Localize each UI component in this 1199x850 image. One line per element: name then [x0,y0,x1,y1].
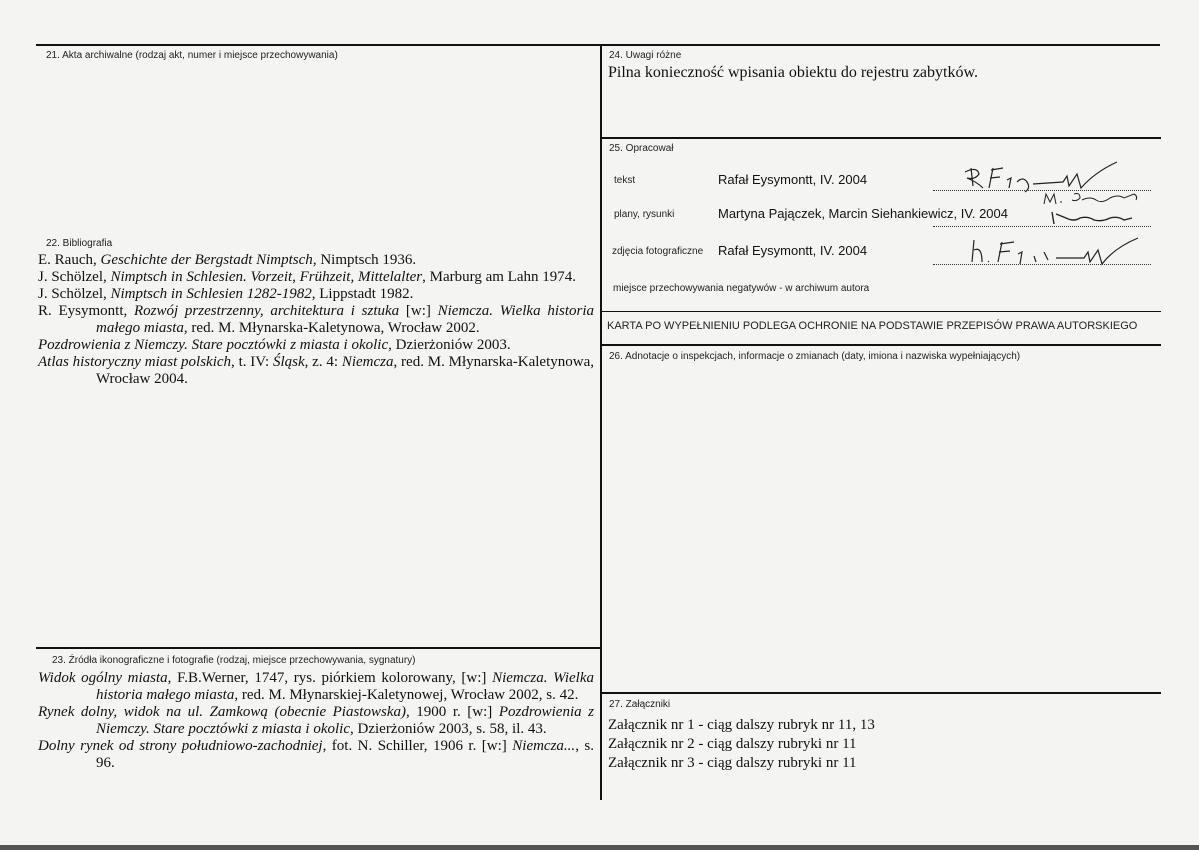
bibliography-entry: R. Eysymontt, Rozwój przestrzenny, architektura i sztuka [w:] Niemcza. Wielka historia małego miasta, red. M. Młynarska-Kaletynowa, Wrocław 2002. [38,303,594,336]
iconography-entry: Rynek dolny, widok na ul. Zamkową (obecnie Piastowska), 1900 r. [w:] Pozdrowienia z Niemczy. Stare pocztówki z miasta i okolic, Dzierżoniów 2003, s. 58, il. 43. [38,704,594,737]
bibliography-list [38,252,594,388]
section-21-label: 21. Akta archiwalne (rodzaj akt, numer i miejsce przechowywania) [46,50,338,61]
row-label-photos: zdjęcia fotograficzne [612,246,704,257]
section-22-label: 22. Bibliografia [46,238,113,249]
copyright-notice: KARTA PO WYPEŁNIENIU PODLEGA OCHRONIE NA PODSTAWIE PRZEPISÓW PRAWA AUTORSKIEGO [607,320,1138,332]
row-label-plans: plany, rysunki [614,209,675,220]
row-value-photos: Rafał Eysymontt, IV. 2004 [718,243,868,258]
row-value-plans: Martyna Pajączek, Marcin Siehankiewicz, IV. 2004 [718,206,1008,221]
bibliography-entry: Atlas historyczny miast polskich, t. IV: Śląsk, z. 4: Niemcza, red. M. Młynarska-Kaletynowa, Wrocław 2004. [38,354,594,387]
section-23-label: 23. Źródła ikonograficzne i fotografie (rodzaj, miejsce przechowywania, sygnatury) [52,655,416,666]
rule-above-copyright [601,311,1161,312]
row-label-text: tekst [614,175,636,186]
signature-2 [1040,190,1160,228]
scan-edge [0,845,1199,850]
bibliography-entry: J. Schölzel, Nimptsch in Schlesien. Vorzeit, Frühzeit, Mittelalter, Marburg am Lahn 1974. [38,269,577,285]
attachment-item: Załącznik nr 1 - ciąg dalszy rubryk nr 11, 13 [608,717,875,733]
bibliography-entry: E. Rauch, Geschichte der Bergstadt Nimptsch, Nimptsch 1936. [38,252,417,268]
iconography-list [38,670,594,772]
rule-below-copyright [601,344,1161,346]
iconography-entry: Dolny rynek od strony południowo-zachodniej, fot. N. Schiller, 1906 r. [w:] Niemcza..., s. 96. [38,738,594,771]
row-value-text: Rafał Eysymontt, IV. 2004 [718,172,868,187]
signature-1 [955,158,1125,194]
section-24-label: 24. Uwagi różne [609,50,682,61]
remarks-text: Pilna konieczność wpisania obiektu do rejestru zabytków. [608,64,978,81]
signature-3 [960,232,1145,268]
rule-above-27 [601,692,1161,694]
section-25-label: 25. Opracował [609,143,674,154]
center-divider [600,44,602,800]
section-27-label: 27. Załączniki [609,699,671,710]
rule-below-24 [601,137,1161,139]
attachment-item: Załącznik nr 3 - ciąg dalszy rubryki nr 11 [608,755,857,771]
top-rule [36,44,1160,46]
section-26-label: 26. Adnotacje o inspekcjach, informacje o zmianach (daty, imiona i nazwiska wypełniających) [609,351,1021,362]
bibliography-entry: Pozdrowienia z Niemczy. Stare pocztówki z miasta i okolic, Dzierżoniów 2003. [38,337,511,353]
iconography-entry: Widok ogólny miasta, F.B.Werner, 1747, rys. piórkiem kolorowany, [w:] Niemcza. Wielka historia małego miasta, red. M. Młynarskiej-Kaletynowej, Wrocław 2002, s. 42. [38,670,594,703]
attachment-item: Załącznik nr 2 - ciąg dalszy rubryki nr 11 [608,736,857,752]
rule-below-22 [36,647,601,649]
negatives-location: miejsce przechowywania negatywów - w archiwum autora [613,283,870,294]
bibliography-entry: J. Schölzel, Nimptsch in Schlesien 1282-1982, Lippstadt 1982. [38,286,414,302]
